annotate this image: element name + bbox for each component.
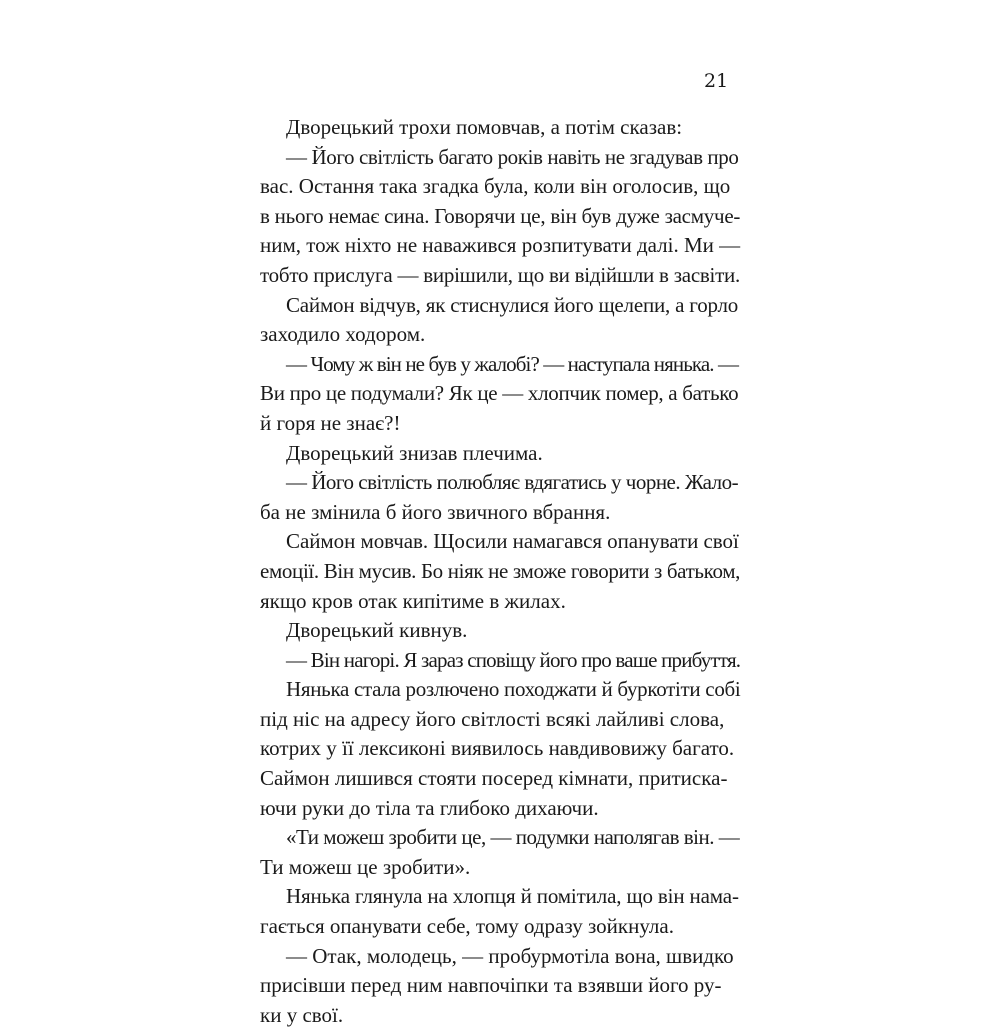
- text-line: тобто прислуга — вирішили, що ви відійшли в засвіти.: [260, 262, 741, 287]
- text-line: Дворецький трохи помовчав, а потім сказав:: [286, 115, 683, 139]
- text-line: Нянька глянула на хлопця й помітила, що він нама-: [286, 884, 739, 909]
- text-line: емоції. Він мусив. Бо ніяк не зможе говорити з батьком,: [260, 558, 741, 583]
- text-line: якщо кров отак кипітиме в жилах.: [260, 588, 566, 613]
- text-line: Саймон мовчав. Щосили намагався опанувати свої: [286, 529, 739, 554]
- text-line: ючи руки до тіла та глибоко дихаючи.: [260, 795, 599, 820]
- text-line: в нього немає сина. Говорячи це, він був дуже засмуче-: [260, 203, 741, 228]
- text-line: гається опанувати себе, тому одразу зойкнула.: [260, 914, 674, 939]
- text-line: Саймон відчув, як стиснулися його щелепи, а горло: [286, 292, 739, 317]
- text-line: — Отак, молодець, — пробурмотіла вона, швидко: [286, 943, 734, 968]
- text-line: під ніс на адресу його світлості всякі лайливі слова,: [260, 706, 725, 731]
- text-line: вас. Остання така згадка була, коли він оголосив, що: [260, 174, 731, 199]
- text-line: — Він нагорі. Я зараз сповіщу його про ваше прибуття.: [286, 647, 741, 672]
- text-line: Дворецький кивнув.: [286, 618, 468, 643]
- text-line: Ви про це подумали? Як це — хлопчик помер, а батько: [260, 381, 739, 406]
- text-line: й горя не знає?!: [260, 410, 401, 435]
- text-line: — Чому ж він не був у жалобі? — наступала нянька. —: [286, 351, 739, 376]
- text-line: котрих у її лексиконі виявилось навдивовижу багато.: [260, 736, 735, 761]
- page-number: 21: [704, 70, 729, 92]
- text-line: присівши перед ним навпочіпки та взявши його ру-: [260, 973, 722, 998]
- text-line: ним, тож ніхто не наважився розпитувати далі. Ми —: [260, 233, 741, 258]
- text-line: ба не змінила б його звичного вбрання.: [260, 499, 611, 524]
- text-line: Ти можеш це зробити».: [260, 854, 471, 879]
- text-line: Саймон лишився стояти посеред кімнати, притиска-: [260, 766, 728, 791]
- body-text: [260, 113, 740, 1030]
- text-line: ки у свої.: [260, 1002, 344, 1027]
- text-line: заходило ходором.: [260, 322, 426, 347]
- text-line: — Його світлість полюбляє вдягатись у чорне. Жало-: [286, 470, 739, 495]
- text-line: Нянька стала розлючено походжати й буркотіти собі: [286, 677, 741, 702]
- text-line: — Його світлість багато років навіть не згадував про: [286, 144, 739, 169]
- text-line: «Ти можеш зробити це, — подумки наполягав він. —: [286, 825, 740, 850]
- text-line: Дворецький знизав плечима.: [286, 440, 543, 465]
